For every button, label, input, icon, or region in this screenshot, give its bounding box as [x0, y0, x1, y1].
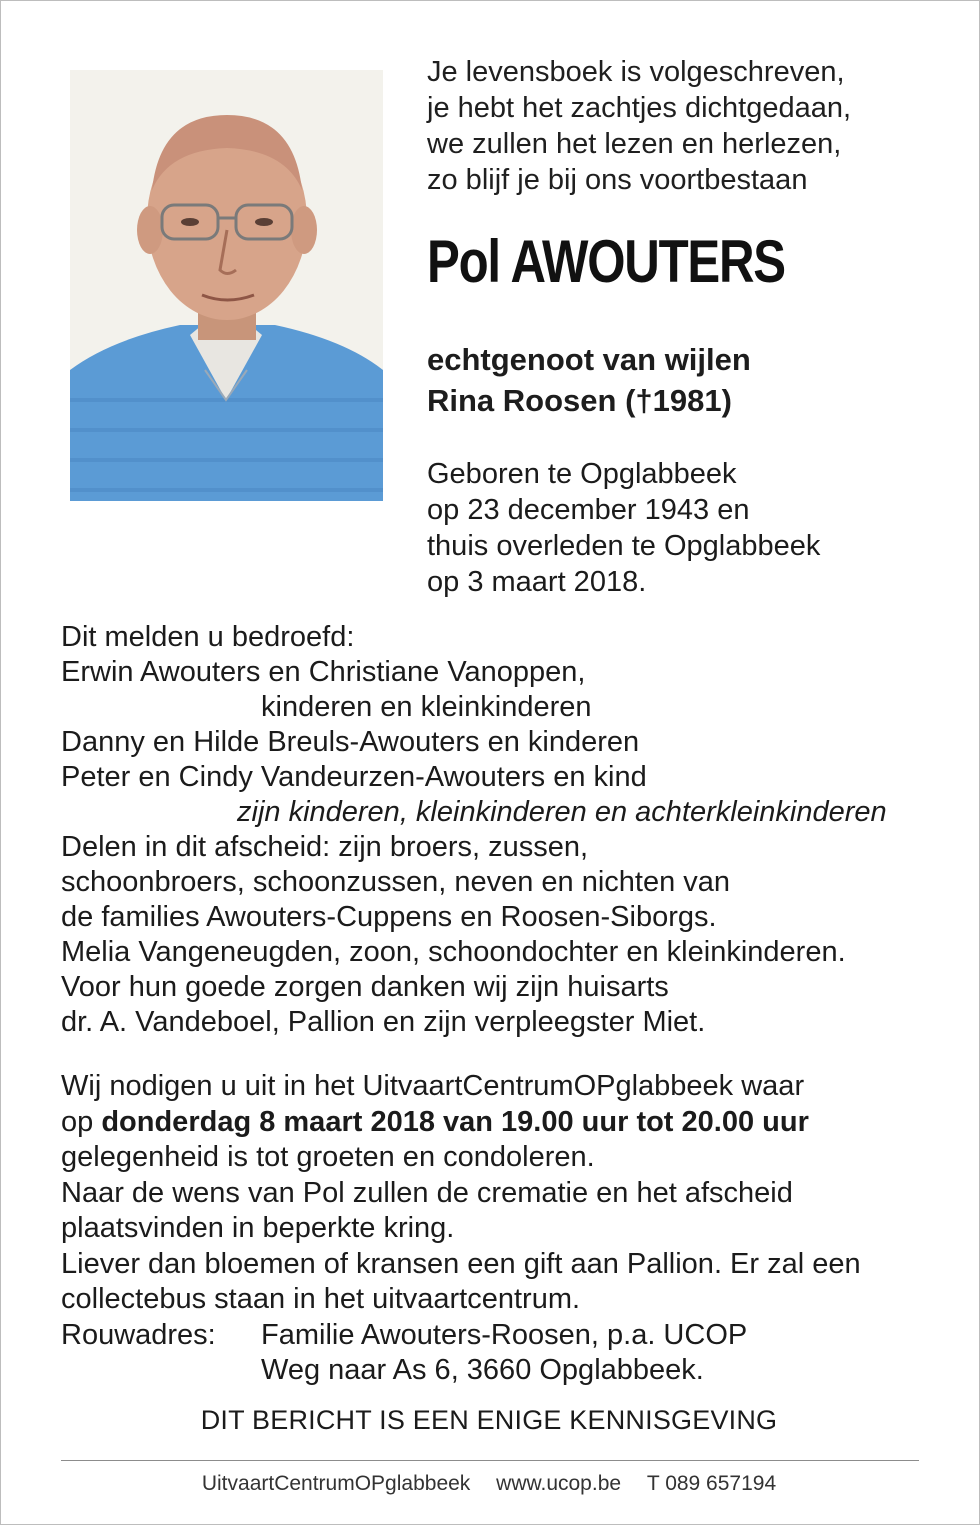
poem [427, 54, 851, 198]
thanks-line: Voor hun goede zorgen danken wij zijn huisarts [61, 971, 669, 1003]
family-line: Erwin Awouters en Christiane Vanoppen, [61, 656, 586, 688]
invite-line: Wij nodigen u uit in het UitvaartCentrumOPglabbeek waar [61, 1070, 805, 1102]
poem-line: je hebt het zachtjes dichtgedaan, [427, 92, 852, 124]
family-line: schoonbroers, schoonzussen, neven en nichten van [61, 866, 731, 898]
spouse-line: Rina Roosen (†1981) [427, 383, 732, 418]
family-line: Melia Vangeneugden, zoon, schoondochter en kleinkinderen. [61, 936, 846, 968]
invite-line: collectebus staan in het uitvaartcentrum. [61, 1283, 581, 1315]
family-line: kinderen en kleinkinderen [261, 691, 592, 723]
birth-line: op 23 december 1943 en [427, 494, 750, 526]
portrait-illustration [70, 70, 383, 501]
family-announcement [61, 620, 887, 1040]
birth-line: op 3 maart 2018. [427, 566, 647, 598]
footer [1, 1472, 977, 1496]
invite-datetime: donderdag 8 maart 2018 van 19.00 uur tot 20.00 uur [101, 1105, 809, 1138]
address-line: Weg naar As 6, 3660 Opglabbeek. [261, 1354, 704, 1386]
invite-line: gelegenheid is tot groeten en condoleren. [61, 1141, 595, 1173]
address-line [61, 1318, 861, 1354]
invite-datetime-line [61, 1105, 861, 1141]
footer-phone: T 089 657194 [646, 1472, 777, 1495]
spouse-info [427, 339, 751, 421]
family-line: Danny en Hilde Breuls-Awouters en kinderen [61, 726, 640, 758]
family-line: de families Awouters-Cuppens en Roosen-Siborgs. [61, 901, 717, 933]
family-summary: zijn kinderen, kleinkinderen en achterkleinkinderen [237, 796, 887, 828]
footer-divider [61, 1460, 919, 1461]
address-label: Rouwadres: [61, 1318, 216, 1351]
notice-text: DIT BERICHT IS EEN ENIGE KENNISGEVING [200, 1405, 778, 1435]
poem-line: Je levensboek is volgeschreven, [427, 56, 845, 88]
family-intro: Dit melden u bedroefd: [61, 621, 355, 653]
portrait-photo [70, 70, 383, 501]
footer-company: UitvaartCentrumOPglabbeek [201, 1472, 471, 1495]
invite-line: Liever dan bloemen of kransen een gift aan Pallion. Er zal een [61, 1247, 861, 1280]
spouse-line: echtgenoot van wijlen [427, 342, 751, 377]
invite-line: plaatsvinden in beperkte kring. [61, 1212, 455, 1244]
deceased-name: Pol AWOUTERS [427, 228, 785, 295]
thanks-line: dr. A. Vandeboel, Pallion en zijn verpleegster Miet. [61, 1006, 706, 1038]
invite-line: Naar de wens van Pol zullen de crematie en het afscheid [61, 1176, 793, 1209]
birth-death-info [427, 456, 820, 600]
birth-line: thuis overleden te Opglabbeek [427, 530, 821, 562]
invitation [61, 1069, 861, 1389]
family-line: Peter en Cindy Vandeurzen-Awouters en kind [61, 761, 647, 793]
family-line: Delen in dit afscheid: zijn broers, zussen, [61, 831, 589, 863]
footer-website[interactable]: www.ucop.be [496, 1472, 622, 1495]
address-value: Familie Awouters-Roosen, p.a. UCOP [261, 1318, 748, 1351]
birth-line: Geboren te Opglabbeek [427, 458, 737, 490]
poem-line: zo blijf je bij ons voortbestaan [427, 164, 808, 196]
poem-line: we zullen het lezen en herlezen, [427, 128, 842, 160]
invite-prefix: op [61, 1105, 102, 1138]
